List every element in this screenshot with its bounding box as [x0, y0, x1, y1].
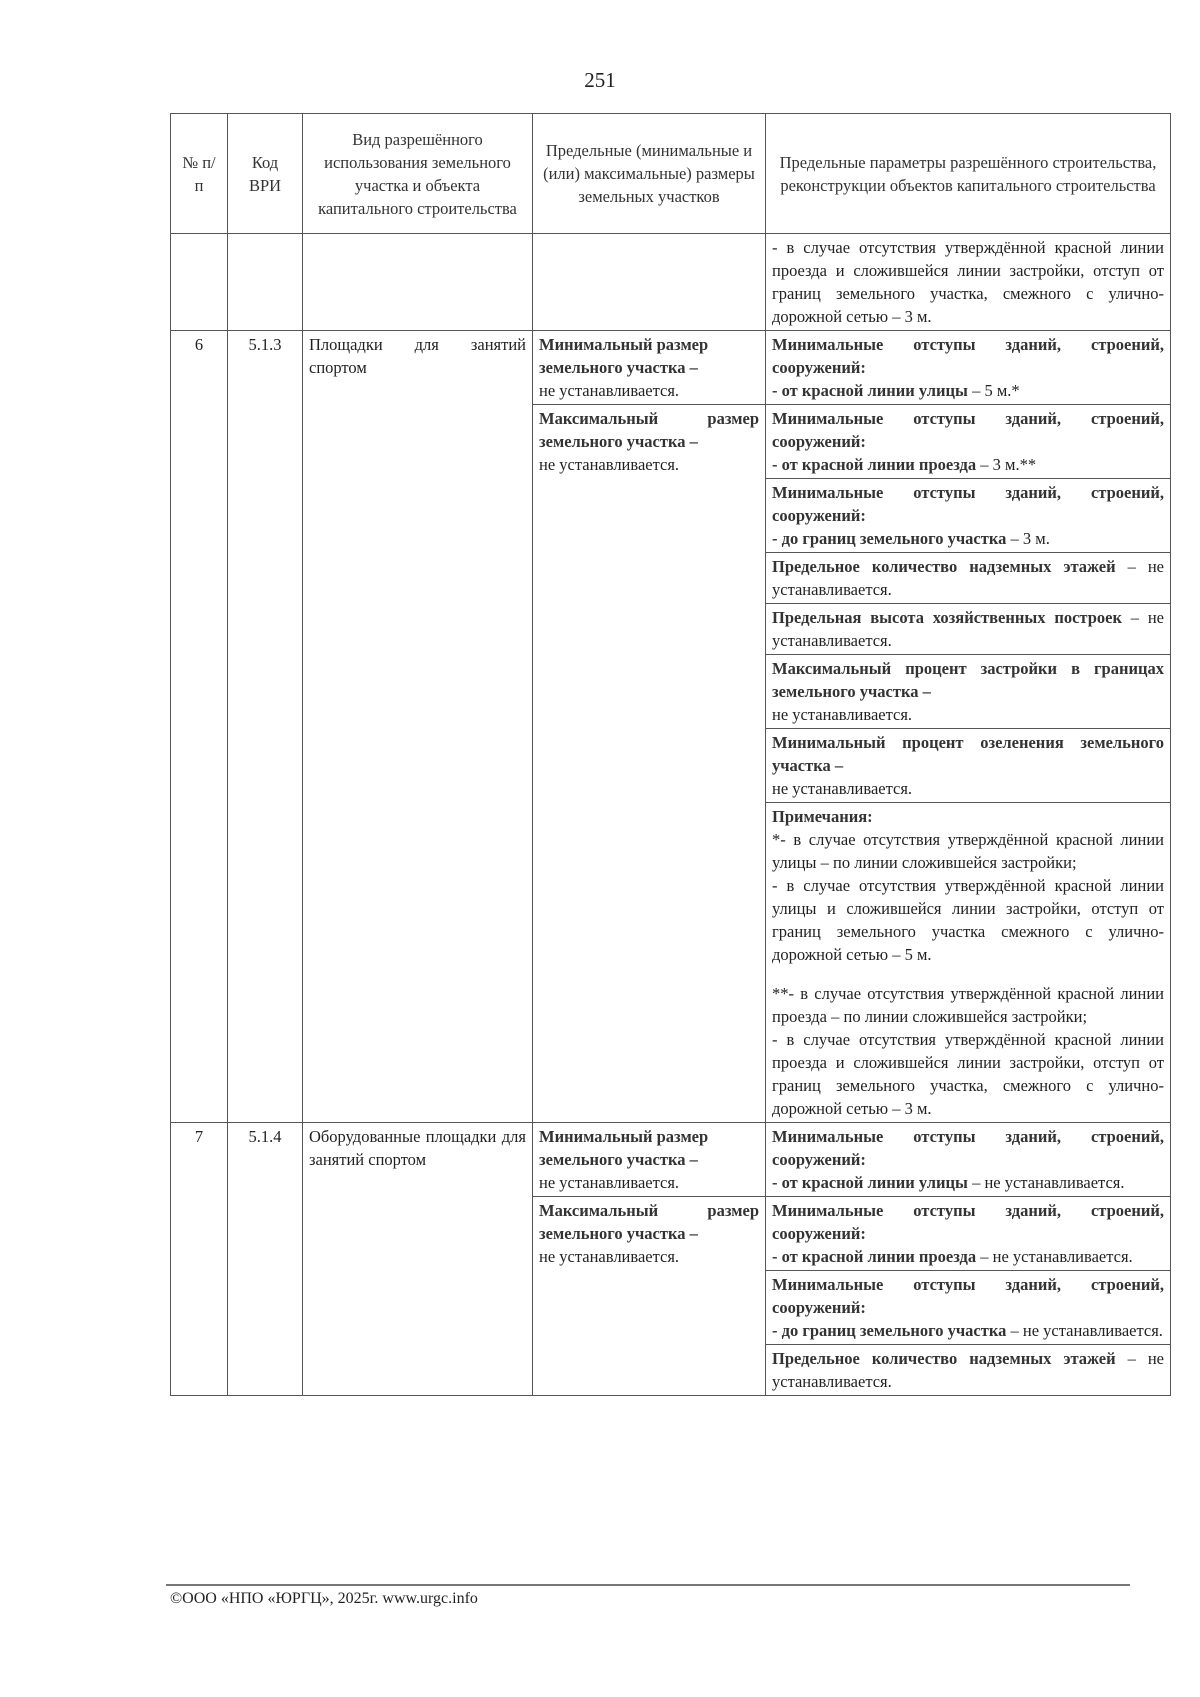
row6-num: 6 — [171, 331, 228, 1123]
row6-kind: Площадки для занятий спортом — [303, 331, 533, 1123]
header-num: № п/п — [171, 114, 228, 234]
table-row — [171, 331, 1171, 405]
note-1: *- в случае отсутствия утверждённой красной линии улицы – по линии сложившейся застройки; — [772, 830, 1164, 872]
row7-max-size: Максимальный размер земельного участка – не устанавливается. — [533, 1197, 766, 1396]
regulations-table — [170, 113, 1171, 1396]
row6-max-size: Максимальный размер земельного участка – не устанавливается. — [533, 405, 766, 1123]
row7-code: 5.1.4 — [228, 1123, 303, 1396]
note-4: - в случае отсутствия утверждённой красной линии проезда и сложившейся линии застройки, отступ от границ земельного участка, смежного с улично-дорожной сетью – 3 м. — [772, 1030, 1164, 1118]
row7-num: 7 — [171, 1123, 228, 1396]
row6-param-6: Максимальный процент застройки в границах земельного участка – не устанавливается. — [766, 655, 1171, 729]
row6-notes — [766, 803, 1171, 1123]
page-number: 251 — [584, 68, 616, 92]
row6-param-5: Предельная высота хозяйственных построек – не устанавливается. — [766, 604, 1171, 655]
row6-param-3: Минимальные отступы зданий, строений, сооружений: - до границ земельного участка – 3 м. — [766, 479, 1171, 553]
footer-copyright: ©ООО «НПО «ЮРГЦ», 2025г. www.urgc.info — [170, 1590, 478, 1607]
row6-param-2: Минимальные отступы зданий, строений, сооружений: - от красной линии проезда – 3 м.** — [766, 405, 1171, 479]
row7-param-4: Предельное количество надземных этажей – не устанавливается. — [766, 1345, 1171, 1396]
row6-param-1: Минимальные отступы зданий, строений, сооружений: - от красной линии улицы – 5 м.* — [766, 331, 1171, 405]
header-kind: Вид разрешённого использования земельного участка и объекта капитального строительства — [303, 114, 533, 234]
table-row — [171, 234, 1171, 331]
header-params: Предельные параметры разрешённого строительства, реконструкции объектов капитального строительства — [766, 114, 1171, 234]
note-2: - в случае отсутствия утверждённой красной линии улицы и сложившейся линии застройки, отступ от границ земельного участка смежного с улично-дорожной сетью – 5 м. — [772, 876, 1164, 964]
note-3: **- в случае отсутствия утверждённой красной линии проезда – по линии сложившейся застройки; — [772, 984, 1164, 1026]
header-size: Предельные (минимальные и (или) максимальные) размеры земельных участков — [533, 114, 766, 234]
row7-param-2: Минимальные отступы зданий, строений, сооружений: - от красной линии проезда – не устанавливается. — [766, 1197, 1171, 1271]
row7-min-size: Минимальный размер земельного участка – не устанавливается. — [533, 1123, 766, 1197]
row6-param-4: Предельное количество надземных этажей – не устанавливается. — [766, 553, 1171, 604]
row7-kind: Оборудованные площадки для занятий спортом — [303, 1123, 533, 1396]
row6-code: 5.1.3 — [228, 331, 303, 1123]
row7-param-1: Минимальные отступы зданий, строений, сооружений: - от красной линии улицы – не устанавливается. — [766, 1123, 1171, 1197]
header-code: Код ВРИ — [228, 114, 303, 234]
footer-divider — [166, 1584, 1130, 1586]
notes-title: Примечания: — [772, 807, 873, 826]
row7-param-3: Минимальные отступы зданий, строений, сооружений: - до границ земельного участка – не устанавливается. — [766, 1271, 1171, 1345]
table-row — [171, 1123, 1171, 1197]
row6-min-size: Минимальный размер земельного участка – не устанавливается. — [533, 331, 766, 405]
table-header-row — [171, 114, 1171, 234]
continuation-cell: - в случае отсутствия утверждённой красной линии проезда и сложившейся линии застройки, отступ от границ земельного участка, смежного с улично-дорожной сетью – 3 м. — [766, 234, 1171, 331]
row6-param-7: Минимальный процент озеленения земельного участка – не устанавливается. — [766, 729, 1171, 803]
